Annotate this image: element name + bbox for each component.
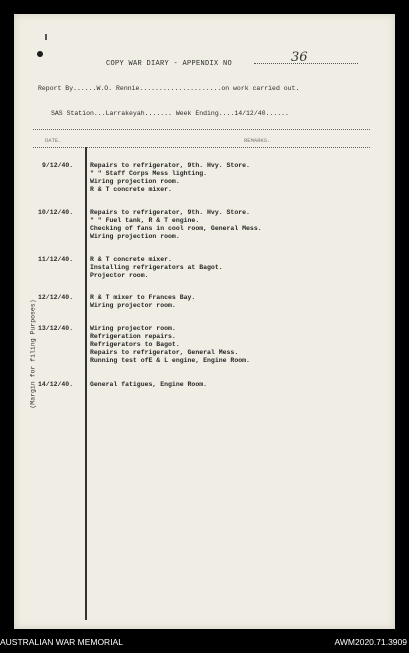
column-rule (85, 147, 87, 620)
entry-line: Refrigerators to Bagot. (90, 341, 180, 348)
entry-line: " " Staff Corps Mess lighting. (90, 170, 208, 177)
entry-line: General fatigues, Engine Room. (90, 381, 208, 388)
entry-line: R & T mixer to Frances Bay. (90, 294, 196, 301)
entry-line: Wiring projection room. (90, 233, 180, 240)
entry-line: Wiring projector room. (90, 325, 176, 332)
institution-credit: AUSTRALIAN WAR MEMORIAL (0, 637, 123, 647)
report-by-line: Report By......W.O. Rennie.....................on work carried out. (38, 85, 300, 92)
entry-line: Refrigeration repairs. (90, 333, 176, 340)
entry-date: 9/12/40. (42, 162, 74, 169)
entry-line: Checking of fans in cool room, General Mess. (90, 225, 262, 232)
entry-date: 13/12/40. (38, 325, 74, 332)
entry-line: Installing refrigerators at Bagot. (90, 264, 223, 271)
entry-line: R & T concrete mixer. (90, 256, 172, 263)
station-line: SAS Station...Larrakeyah....... Week Ending....14/12/40...... (51, 110, 289, 117)
margin-note: (Margin for filing Purposes) (29, 299, 37, 409)
entry-date: 11/12/40. (38, 256, 74, 263)
entry-line: R & T concrete mixer. (90, 186, 172, 193)
date-column-header: DATE. (45, 137, 62, 144)
reference-number: AWM2020.71.3909 (334, 637, 407, 647)
entry-line: Repairs to refrigerator, 9th. Hvy. Store. (90, 209, 250, 216)
pin-mark (45, 34, 47, 40)
entry-line: Repairs to refrigerator, 9th. Hvy. Store. (90, 162, 250, 169)
entry-line: Running test ofE & L engine, Engine Room. (90, 357, 250, 364)
entry-line: Repairs to refrigerator, General Mess. (90, 349, 239, 356)
remarks-column-header: REMARKS. (244, 137, 271, 144)
entry-line: Projector room. (90, 272, 149, 279)
entry-date: 10/12/40. (38, 209, 74, 216)
header-divider-top (33, 129, 370, 130)
header-divider-bottom (33, 147, 370, 148)
punch-hole (37, 51, 43, 57)
entry-date: 14/12/40. (38, 381, 74, 388)
entry-line: Wiring projection room. (90, 178, 180, 185)
entry-line: " " Fuel tank, R & T engine. (90, 217, 200, 224)
entry-line: Wiring projector room. (90, 302, 176, 309)
appendix-number: 36 (291, 50, 308, 65)
diary-title: COPY WAR DIARY - APPENDIX NO (106, 60, 233, 68)
document-page (14, 14, 395, 629)
entry-date: 12/12/40. (38, 294, 74, 301)
